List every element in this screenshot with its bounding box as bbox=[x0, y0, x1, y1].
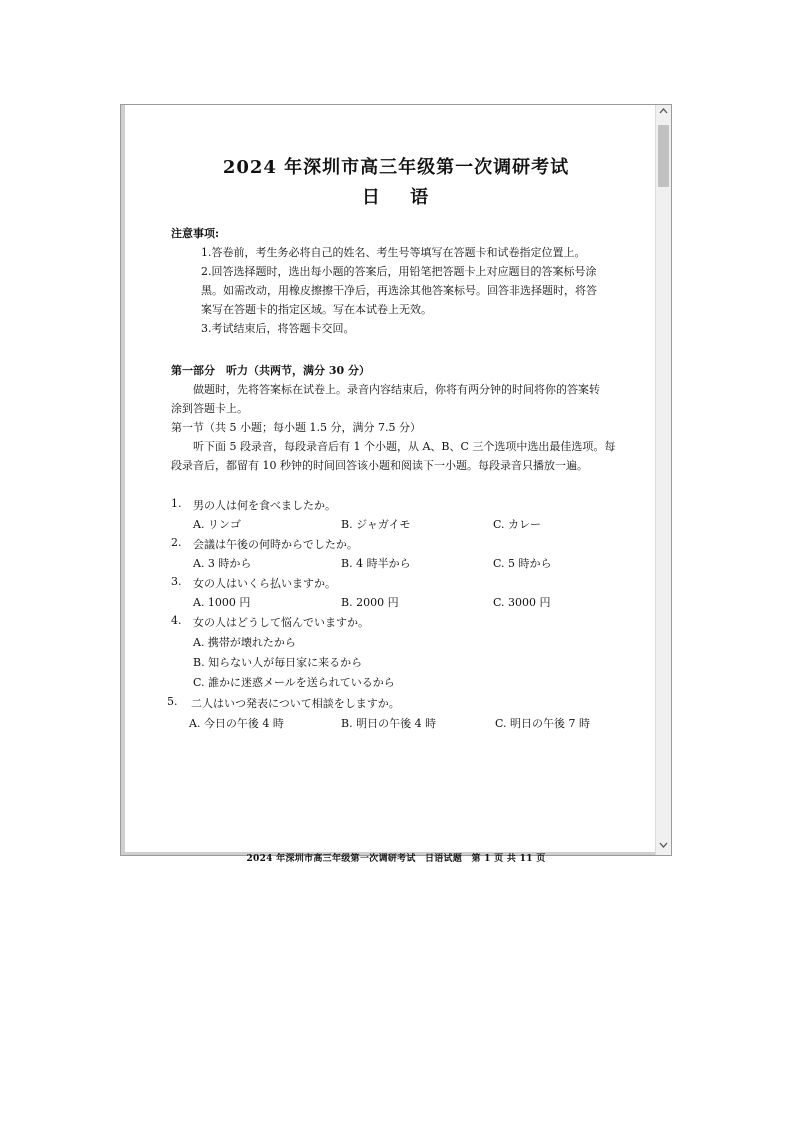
chevron-up-icon bbox=[659, 107, 668, 115]
exam-page bbox=[161, 145, 631, 864]
answer-option: B. 明日の午後 4 時 bbox=[341, 717, 437, 730]
scroll-thumb[interactable] bbox=[658, 125, 669, 187]
section1-instruction-line: 段录音后，都留有 10 秒钟的时间回答该小题和阅读下一小题。每段录音只播放一遍。 bbox=[171, 459, 588, 472]
exam-title: 2024 年深圳市高三年级第一次调研考试 bbox=[222, 157, 570, 178]
answer-option: A. リンゴ bbox=[193, 518, 241, 531]
vertical-scrollbar[interactable] bbox=[655, 105, 671, 855]
answer-option: B. 知らない人が毎日家に来るから bbox=[193, 656, 363, 669]
question-text: 二人はいつ発表について相談をしますか。 bbox=[191, 697, 400, 710]
answer-option: A. 今日の午後 4 時 bbox=[189, 717, 284, 730]
chevron-down-icon bbox=[659, 841, 668, 849]
document-viewer bbox=[120, 104, 672, 864]
note-line: 案写在答题卡的指定区域。写在本试卷上无效。 bbox=[201, 303, 432, 316]
answer-option: C. カレー bbox=[493, 518, 542, 531]
note-line: 1.答卷前，考生务必将自己的姓名、考生号等填写在答题卡和试卷指定位置上。 bbox=[201, 246, 586, 259]
section1-heading: 第一节（共 5 小题；每小题 1.5 分，满分 7.5 分） bbox=[171, 421, 421, 434]
question-number: 3. bbox=[171, 575, 182, 588]
answer-option: A. 携帯が壊れたから bbox=[193, 636, 296, 649]
answer-option: B. 4 時半から bbox=[341, 557, 411, 570]
question-text: 女の人はいくら払いますか。 bbox=[193, 577, 336, 590]
answer-option: B. ジャガイモ bbox=[341, 518, 411, 531]
exam-subject: 日 语 bbox=[361, 187, 441, 208]
answer-option: A. 3 時から bbox=[193, 557, 252, 570]
part1-instruction-line: 涂到答题卡上。 bbox=[171, 402, 248, 415]
question-number: 5. bbox=[167, 695, 178, 708]
question-number: 4. bbox=[171, 614, 182, 627]
page-left-edge bbox=[121, 105, 125, 855]
part1-heading: 第一部分 听力（共两节，满分 30 分） bbox=[171, 364, 370, 377]
question-text: 会議は午後の何時からでしたか。 bbox=[193, 538, 358, 551]
answer-option: C. 誰かに迷惑メールを送られているから bbox=[193, 676, 395, 689]
answer-option: B. 2000 円 bbox=[341, 596, 399, 609]
answer-option: C. 5 時から bbox=[493, 557, 552, 570]
question-number: 1. bbox=[171, 497, 182, 510]
page-footer: 2024 年深圳市高三年级第一次调研考试 日语试题 第 1 页 共 11 页 bbox=[246, 854, 546, 864]
answer-option: C. 明日の午後 7 時 bbox=[495, 717, 591, 730]
answer-option: A. 1000 円 bbox=[193, 596, 251, 609]
question-text: 男の人は何を食べましたか。 bbox=[193, 499, 336, 512]
question-text: 女の人はどうして悩んでいますか。 bbox=[193, 616, 369, 629]
note-line: 3.考试结束后，将答题卡交回。 bbox=[201, 322, 355, 335]
scroll-up-icon[interactable] bbox=[656, 105, 671, 121]
question-number: 2. bbox=[171, 536, 182, 549]
answer-option: C. 3000 円 bbox=[493, 596, 551, 609]
section1-instruction-line: 听下面 5 段录音，每段录音后有 1 个小题，从 A、B、C 三个选项中选出最佳选项。每 bbox=[193, 440, 616, 453]
notes-heading: 注意事项: bbox=[171, 227, 220, 240]
scroll-down-icon[interactable] bbox=[656, 839, 671, 855]
part1-instruction-line: 做题时，先将答案标在试卷上。录音内容结束后，你将有两分钟的时间将你的答案转 bbox=[193, 383, 600, 396]
note-line: 黑。如需改动，用橡皮擦擦干净后，再选涂其他答案标号。回答非选择题时，将答 bbox=[201, 284, 597, 297]
note-line: 2.回答选择题时，选出每小题的答案后，用铅笔把答题卡上对应题目的答案标号涂 bbox=[201, 265, 597, 278]
